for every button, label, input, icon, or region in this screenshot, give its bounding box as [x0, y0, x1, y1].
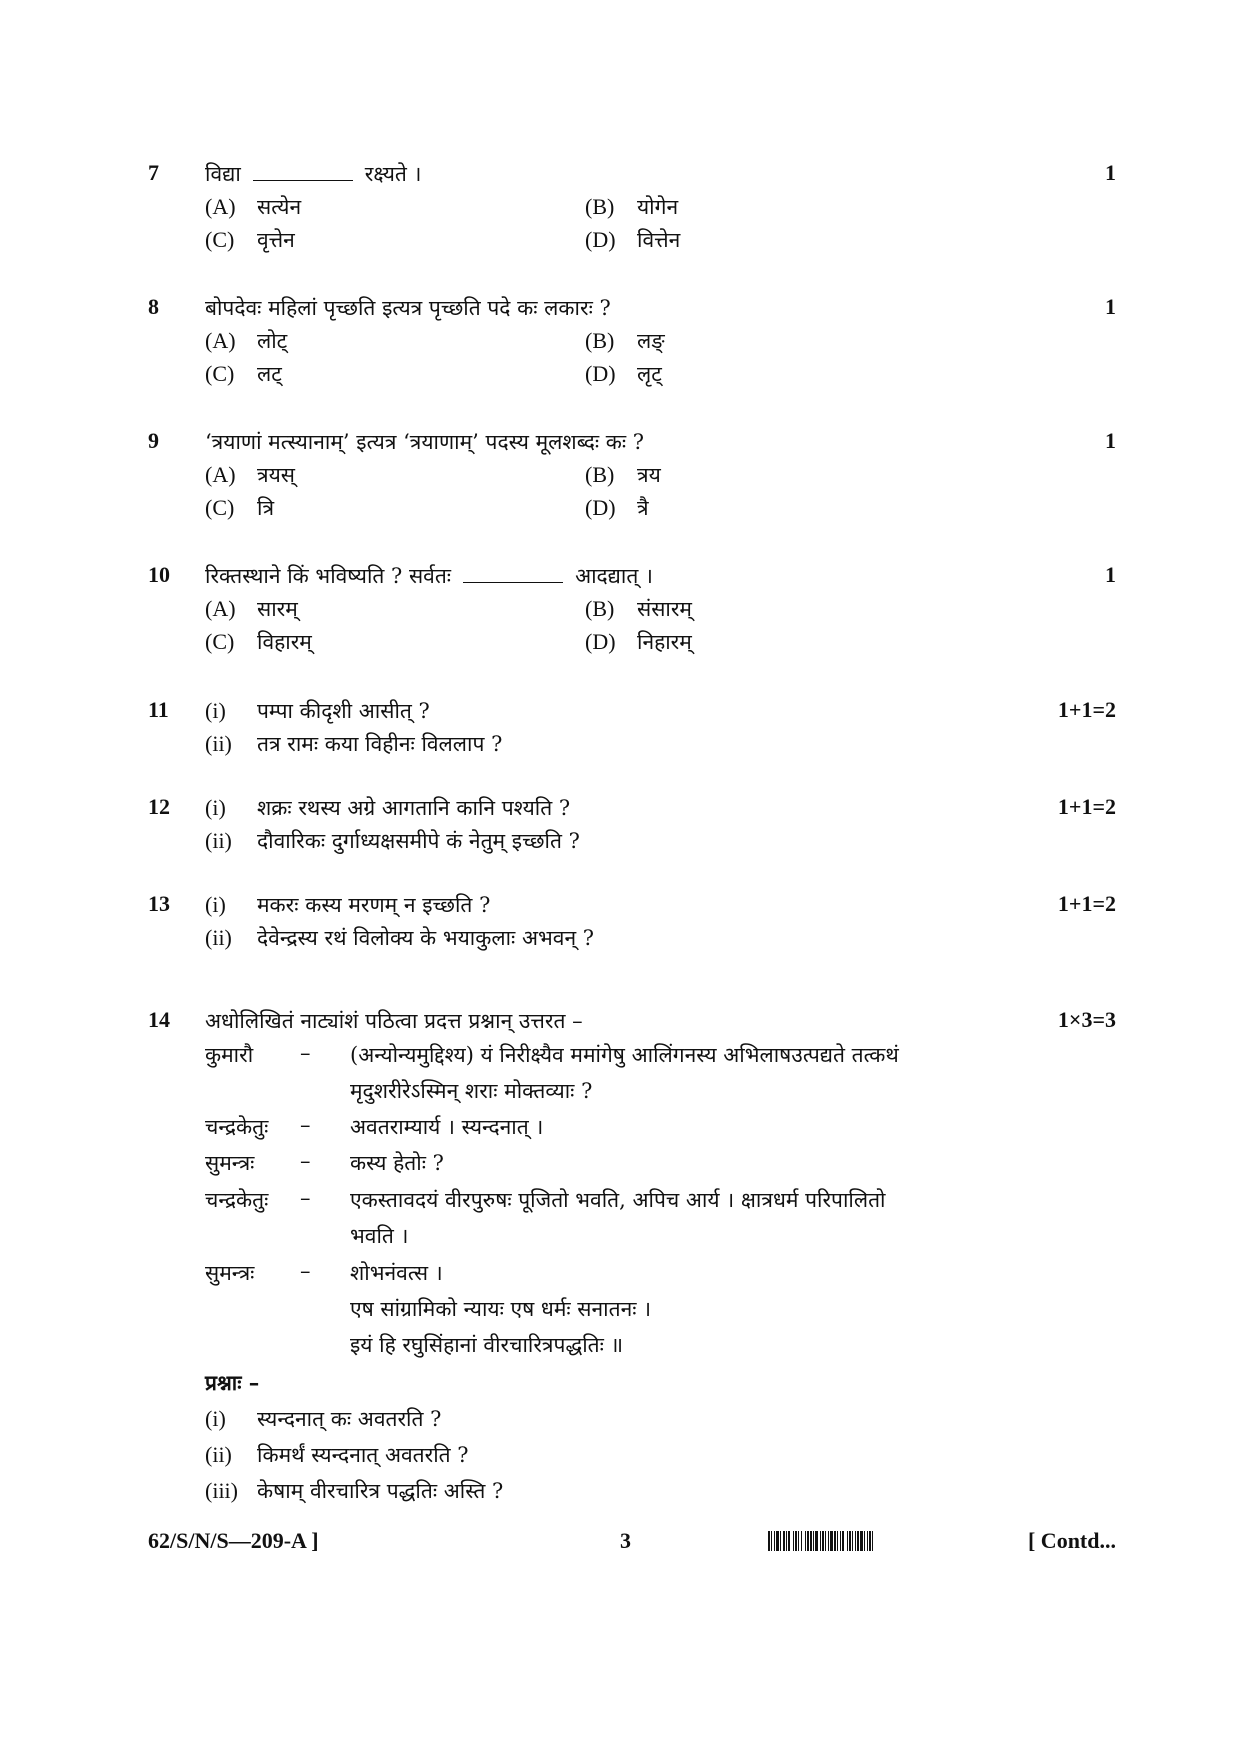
dialogue-line: भवति ।	[350, 1224, 409, 1248]
question-text: बोपदेवः महिलां पृच्छति इत्यत्र पृच्छति पदे कः लकारः ?	[205, 296, 611, 320]
dialogue-line: एकस्तावदयं वीरपुरुषः पूजितो भवति, अपिच आर्य । क्षात्रधर्म परिपालितो	[350, 1188, 886, 1212]
dialogue-line: कस्य हेतोः ?	[350, 1151, 444, 1175]
option-c: (C) वृत्तेन	[205, 227, 295, 252]
question-number: 10	[148, 562, 170, 587]
option-d: (D) लृट्	[585, 361, 662, 386]
barcode-icon	[768, 1531, 1004, 1551]
marks: 1	[1105, 160, 1116, 185]
marks: 1+1=2	[1057, 697, 1116, 722]
speaker-name: चन्द्रकेतुः	[205, 1188, 269, 1212]
sub-question: (iii) केषाम् वीरचारित्र पद्धतिः अस्ति ?	[205, 1478, 504, 1503]
option-c: (C) विहारम्	[205, 629, 312, 654]
marks: 1	[1105, 428, 1116, 453]
sub-question: (ii) देवेन्द्रस्य रथं विलोक्य के भयाकुलाः अभवन् ?	[205, 925, 595, 950]
marks: 1	[1105, 562, 1116, 587]
sub-question: (ii) तत्र रामः कया विहीनः विललाप ?	[205, 731, 503, 756]
fill-blank	[253, 162, 353, 181]
option-b: (B) संसारम्	[585, 596, 692, 621]
dialogue-line: मृदुशरीरेऽस्मिन् शराः मोक्तव्याः ?	[350, 1079, 593, 1103]
question-text: विद्या रक्ष्यते ।	[205, 162, 422, 186]
question-text: अधोलिखितं नाट्यांशं पठित्वा प्रदत्त प्रश्नान् उत्तरत –	[205, 1009, 583, 1033]
option-d: (D) वित्तेन	[585, 227, 681, 252]
fill-blank	[463, 564, 563, 583]
option-b: (B) त्रय	[585, 462, 661, 487]
questions-heading: प्रश्नाः –	[205, 1370, 260, 1395]
question-number: 9	[148, 428, 159, 453]
dialogue-line: एष सांग्रामिको न्यायः एष धर्मः सनातनः ।	[350, 1297, 652, 1321]
question-number: 8	[148, 294, 159, 319]
question-text: ‘त्रयाणां मत्स्यानाम्’ इत्यत्र ‘त्रयाणाम्’ पदस्य मूलशब्दः कः ?	[205, 430, 645, 454]
speaker-dash: –	[300, 1259, 311, 1283]
option-b: (B) योगेन	[585, 194, 679, 219]
paper-code: 62/S/N/S—209-A ]	[148, 1528, 319, 1553]
option-a: (A) सत्येन	[205, 194, 302, 219]
sub-question: (i) पम्पा कीदृशी आसीत् ?	[205, 698, 430, 723]
option-d: (D) त्रै	[585, 495, 649, 520]
option-c: (C) लट्	[205, 361, 282, 386]
option-c: (C) त्रि	[205, 495, 275, 520]
question-number: 14	[148, 1007, 170, 1032]
dialogue-line: अवतराम्यार्य । स्यन्दनात् ।	[350, 1115, 544, 1139]
sub-question: (i) स्यन्दनात् कः अवतरति ?	[205, 1406, 442, 1431]
question-number: 7	[148, 160, 159, 185]
speaker-name: कुमारौ	[205, 1043, 254, 1067]
dialogue-line: इयं हि रघुसिंहानां वीरचारित्रपद्धतिः ॥	[350, 1333, 624, 1357]
question-number: 13	[148, 891, 170, 916]
dialogue-line: शोभनंवत्स ।	[350, 1261, 443, 1285]
option-a: (A) लोट्	[205, 328, 288, 353]
option-d: (D) निहारम्	[585, 629, 692, 654]
question-number: 11	[148, 697, 169, 722]
speaker-name: सुमन्त्रः	[205, 1151, 255, 1175]
sub-question: (ii) दौवारिकः दुर्गाध्यक्षसमीपे कं नेतुम् इच्छति ?	[205, 828, 580, 853]
dialogue-line: (अन्योन्यमुद्दिश्य) यं निरीक्ष्यैव ममांगेषु आलिंगनस्य अभिलाषउत्पद्यते तत्कथं	[350, 1043, 899, 1067]
sub-question: (ii) किमर्थं स्यन्दनात् अवतरति ?	[205, 1442, 469, 1467]
question-text: रिक्तस्थाने किं भविष्यति ? सर्वतः आदद्यात् ।	[205, 564, 653, 588]
speaker-dash: –	[300, 1149, 311, 1173]
speaker-dash: –	[300, 1186, 311, 1210]
option-a: (A) त्रयस्	[205, 462, 295, 487]
speaker-name: सुमन्त्रः	[205, 1261, 255, 1285]
speaker-dash: –	[300, 1041, 311, 1065]
marks: 1+1=2	[1057, 794, 1116, 819]
sub-question: (i) मकरः कस्य मरणम् न इच्छति ?	[205, 892, 491, 917]
marks: 1	[1105, 294, 1116, 319]
marks: 1×3=3	[1057, 1007, 1116, 1032]
contd-label: [ Contd...	[1027, 1528, 1116, 1553]
page-number: 3	[620, 1528, 631, 1553]
speaker-name: चन्द्रकेतुः	[205, 1115, 269, 1139]
marks: 1+1=2	[1057, 891, 1116, 916]
question-number: 12	[148, 794, 170, 819]
option-b: (B) लङ्	[585, 328, 665, 353]
speaker-dash: –	[300, 1113, 311, 1137]
sub-question: (i) शक्रः रथस्य अग्रे आगतानि कानि पश्यति ?	[205, 795, 571, 820]
option-a: (A) सारम्	[205, 596, 298, 621]
